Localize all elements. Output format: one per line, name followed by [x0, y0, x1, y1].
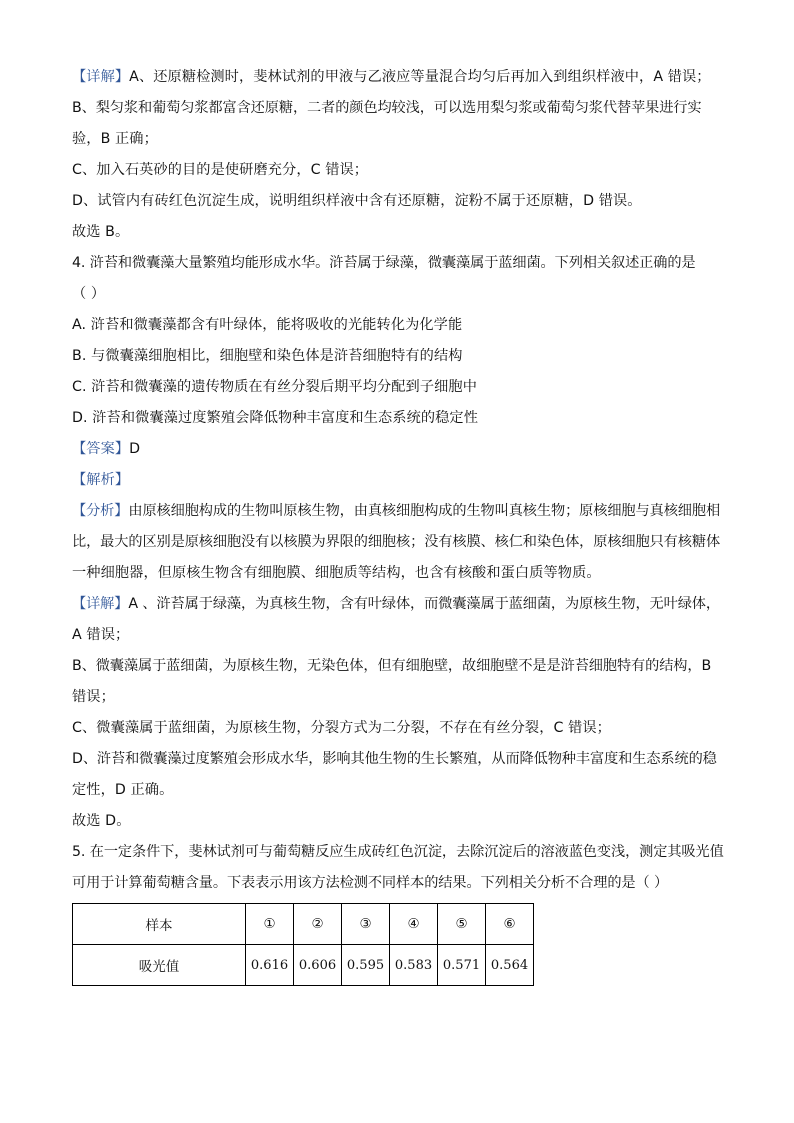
- document-body: [72, 62, 732, 899]
- section-tag: 【详解】: [72, 596, 129, 612]
- answer-line: [72, 434, 732, 465]
- absorbance-value: 0.616: [246, 945, 294, 986]
- analysis-heading: [72, 465, 732, 496]
- line-text: 由原核细胞构成的生物叫原核生物，由真核细胞构成的生物叫真核生物；原核细胞与真核细胞相: [128, 503, 721, 519]
- line-text: B、梨匀浆和葡萄匀浆都富含还原糖，二者的颜色均较浅，可以选用梨匀浆或葡萄匀浆代替苹果进行实: [72, 100, 702, 116]
- text-line: [72, 806, 732, 837]
- option-b: [72, 341, 732, 372]
- section-tag: 【分析】: [72, 503, 129, 519]
- absorbance-value: 0.564: [486, 945, 534, 986]
- text-line: [72, 155, 732, 186]
- text-line: [72, 186, 732, 217]
- section-tag: 【解析】: [72, 472, 130, 488]
- line-text: A. 浒苔和微囊藻都含有叶绿体，能将吸收的光能转化为化学能: [72, 317, 463, 333]
- line-text: B. 与微囊藻细胞相比，细胞壁和染色体是浒苔细胞特有的结构: [72, 348, 463, 364]
- text-line: [72, 713, 732, 744]
- text-line: [72, 589, 732, 620]
- table-row: [73, 945, 534, 986]
- table-row-label: 吸光值: [73, 945, 246, 986]
- text-line: [72, 558, 732, 589]
- text-line: [72, 217, 732, 248]
- text-line: [72, 62, 732, 93]
- line-text: C、加入石英砂的目的是使研磨充分，C 错误；: [72, 162, 369, 178]
- question-4-stem: [72, 248, 732, 279]
- line-text: A 错误；: [72, 627, 130, 643]
- absorbance-value: 0.595: [342, 945, 390, 986]
- line-text: 验，B 正确；: [72, 131, 158, 147]
- section-tag: 【答案】: [72, 441, 130, 457]
- text-line: [72, 744, 732, 775]
- line-text: C、微囊藻属于蓝细菌，为原核生物，分裂方式为二分裂，不存在有丝分裂，C 错误；: [72, 720, 611, 736]
- question-5-stem: [72, 868, 732, 899]
- option-d: [72, 403, 732, 434]
- answer-blank: [72, 279, 732, 310]
- line-text: 可用于计算葡萄糖含量。下表表示用该方法检测不同样本的结果。下列相关分析不合理的是（ ）: [72, 875, 669, 891]
- text-line: [72, 124, 732, 155]
- absorbance-value: 0.583: [390, 945, 438, 986]
- line-text: 4. 浒苔和微囊藻大量繁殖均能形成水华。浒苔属于绿藻，微囊藻属于蓝细菌。下列相关叙述正确的是: [72, 255, 696, 271]
- option-c: [72, 372, 732, 403]
- sample-header: ②: [294, 904, 342, 945]
- line-text: A、还原糖检测时，斐林试剂的甲液与乙液应等量混合均匀后再加入到组织样液中，A 错误；: [129, 69, 711, 85]
- text-line: [72, 651, 732, 682]
- line-text: 故选 B。: [72, 224, 130, 240]
- line-text: D、试管内有砖红色沉淀生成，说明组织样液中含有还原糖，淀粉不属于还原糖，D 错误。: [72, 193, 642, 209]
- line-text: B、微囊藻属于蓝细菌，为原核生物，无染色体，但有细胞壁，故细胞壁不是是浒苔细胞特有的结构，B: [72, 658, 712, 674]
- line-text: 比，最大的区别是原核细胞没有以核膜为界限的细胞核；没有核膜、核仁和染色体，原核细胞只有核糖体: [72, 534, 721, 550]
- line-text: C. 浒苔和微囊藻的遗传物质在有丝分裂后期平均分配到子细胞中: [72, 379, 477, 395]
- sample-header: ④: [390, 904, 438, 945]
- text-line: [72, 775, 732, 806]
- line-text: A 、浒苔属于绿藻，为真核生物，含有叶绿体，而微囊藻属于蓝细菌，为原核生物，无叶绿体，: [128, 596, 720, 612]
- option-a: [72, 310, 732, 341]
- text-line: [72, 682, 732, 713]
- text-line: [72, 620, 732, 651]
- line-text: 一种细胞器，但原核生物含有细胞膜、细胞质等结构，也含有核酸和蛋白质等物质。: [72, 565, 601, 581]
- text-line: [72, 93, 732, 124]
- text-line: [72, 527, 732, 558]
- absorbance-value: 0.606: [294, 945, 342, 986]
- absorbance-value: 0.571: [438, 945, 486, 986]
- sample-header: ⑤: [438, 904, 486, 945]
- line-text: （ ）: [72, 286, 106, 302]
- absorbance-table: [72, 903, 534, 986]
- line-text: 定性，D 正确。: [72, 782, 174, 798]
- sample-header: ①: [246, 904, 294, 945]
- sample-header: ③: [342, 904, 390, 945]
- text-line: [72, 496, 732, 527]
- line-text: D、浒苔和微囊藻过度繁殖会形成水华，影响其他生物的生长繁殖，从而降低物种丰富度和生态系统的稳: [72, 751, 717, 767]
- table-row-label: 样本: [73, 904, 246, 945]
- line-text: 5. 在一定条件下，斐林试剂可与葡萄糖反应生成砖红色沉淀，去除沉淀后的溶液蓝色变浅，测定其吸光值: [72, 844, 724, 860]
- section-tag: 【详解】: [72, 69, 130, 85]
- line-text: D: [129, 441, 141, 457]
- sample-header: ⑥: [486, 904, 534, 945]
- line-text: D. 浒苔和微囊藻过度繁殖会降低物种丰富度和生态系统的稳定性: [72, 410, 479, 426]
- question-5-stem: [72, 837, 732, 868]
- table-row: [73, 904, 534, 945]
- line-text: 故选 D。: [72, 813, 131, 829]
- line-text: 错误；: [72, 689, 115, 705]
